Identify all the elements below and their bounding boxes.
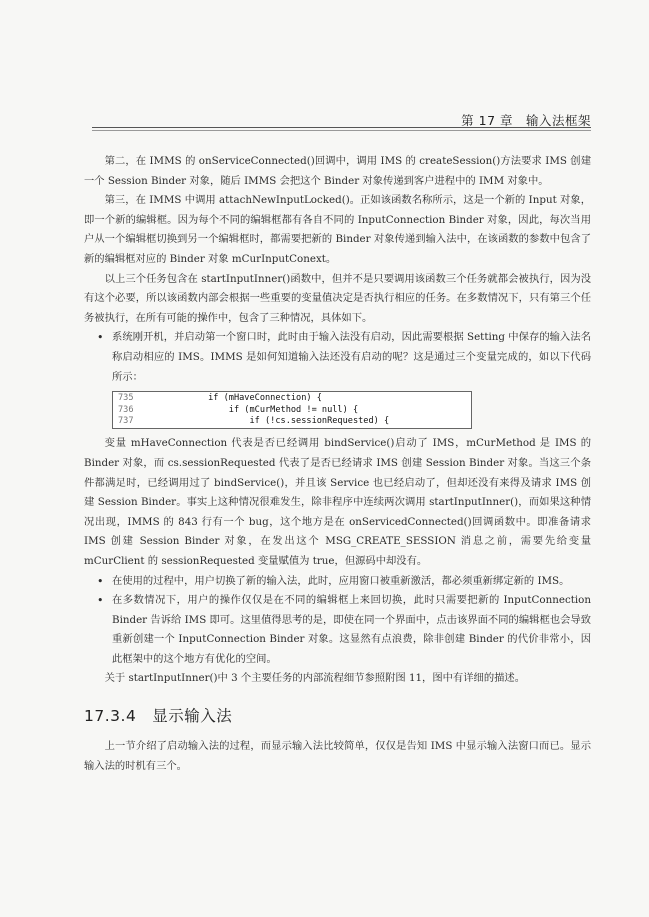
body-text bbox=[84, 152, 591, 689]
bullet-item: • 在使用的过程中，用户切换了新的输入法，此时，应用窗口被重新激活，都必须重新绑定新的 IMS。 bbox=[84, 572, 591, 592]
code-text: if (!cs.sessionRequested) { bbox=[146, 415, 390, 426]
line-number: 735 bbox=[118, 393, 134, 404]
running-head: 第 17 章 输入法框架 bbox=[461, 113, 591, 128]
line-number: 736 bbox=[118, 404, 134, 415]
header-rule-thin bbox=[92, 130, 591, 131]
paragraph-4: 变量 mHaveConnection 代表是否已经调用 bindService()启动了 IMS，mCurMethod 是 IMS 的 Binder 对象，而 cs.sessionRequested 代表了是否已经请求 IMS 创建 Session Binder 对象。当这三个条件都满足时，已经调用过了 bindService()，并且该 Service 也已经启动了，但却还没有来得及请求 IMS 创建 Session Binder。事实上这种情况很难发生，除非程序中连续两次调用 startInputInner()，而如果这种情况出现，IMMS 的 843 行有一个 bug，这个地方是在 onServicedConnected()回调函数中。即准备请求 IMS 创建 Session Binder 对象，在发出这个 MSG_CREATE_SESSION 消息之前，需要先给变量 mCurClient 的 sessionRequested 变量赋值为 true，但源码中却没有。 bbox=[84, 437, 591, 567]
paragraph-3: 以上三个任务包含在 startInputInner()函数中，但并不是只要调用该函数三个任务就都会被执行，因为没有这个必要，所以该函数内部会根据一些重要的变量值决定是否执行相应的任务。在多数情况下，只有第三个任务被执行，在所有可能的操作中，包含了三种情况，具体如下。 bbox=[84, 272, 591, 324]
bullet-list-1 bbox=[84, 328, 591, 387]
code-line bbox=[113, 405, 471, 416]
paragraph-2: 第三，在 IMMS 中调用 attachNewInputLocked()。正如该函数名称所示，这是一个新的 Input 对象，即一个新的编辑框。因为每个不同的编辑框都有各自不同的 InputConnection Binder 对象，因此，每次当用户从一个编辑框切换到另一个编辑框时，都需要把新的 Binder 对象传递到输入法中，在该函数的参数中包含了新的编辑框对应的 Binder 对象 mCurInputConext。 bbox=[84, 194, 591, 265]
paragraph-5: 关于 startInputInner()中 3 个主要任务的内部流程细节参照附图 11，图中有详细的描述。 bbox=[104, 672, 526, 685]
line-number: 737 bbox=[118, 415, 134, 426]
section-heading: 17.3.4 显示输入法 bbox=[84, 707, 233, 725]
code-text: if (mHaveConnection) { bbox=[146, 393, 322, 404]
bullet-item: • 在多数情况下，用户的操作仅仅是在不同的编辑框上来回切换，此时只需要把新的 InputConnection Binder 告诉给 IMS 即可。这里值得思考的是，即使在同一个界面中，点击该界面不同的编辑框也会导致重新创建一个 InputConnection Binder 对象。这显然有点浪费，除非创建 Binder 的代价非常小，因此框架中的这个地方有优化的空间。 bbox=[84, 591, 591, 669]
header-rule bbox=[92, 127, 591, 128]
code-line bbox=[113, 393, 471, 404]
bullet-list-2 bbox=[84, 572, 591, 670]
section-body bbox=[84, 737, 591, 776]
bullet-item: • 系统刚开机，并启动第一个窗口时，此时由于输入法没有启动，因此需要根据 Setting 中保存的输入法名称启动相应的 IMS。IMMS 是如何知道输入法还没有启动的呢？这是通过三个变量完成的，如以下代码所示： bbox=[84, 328, 591, 387]
section-paragraph: 上一节介绍了启动输入法的过程，而显示输入法比较简单，仅仅是告知 IMS 中显示输入法窗口而已。显示输入法的时机有三个。 bbox=[84, 740, 591, 772]
paragraph-1: 第二，在 IMMS 的 onServiceConnected()回调中，调用 IMS 的 createSession()方法要求 IMS 创建一个 Session Binder 对象，随后 IMMS 会把这个 Binder 对象传递到客户进程中的 IMM 对象中。 bbox=[84, 155, 591, 187]
code-listing bbox=[112, 391, 472, 429]
code-line bbox=[113, 416, 471, 427]
code-text: if (mCurMethod != null) { bbox=[146, 404, 359, 415]
